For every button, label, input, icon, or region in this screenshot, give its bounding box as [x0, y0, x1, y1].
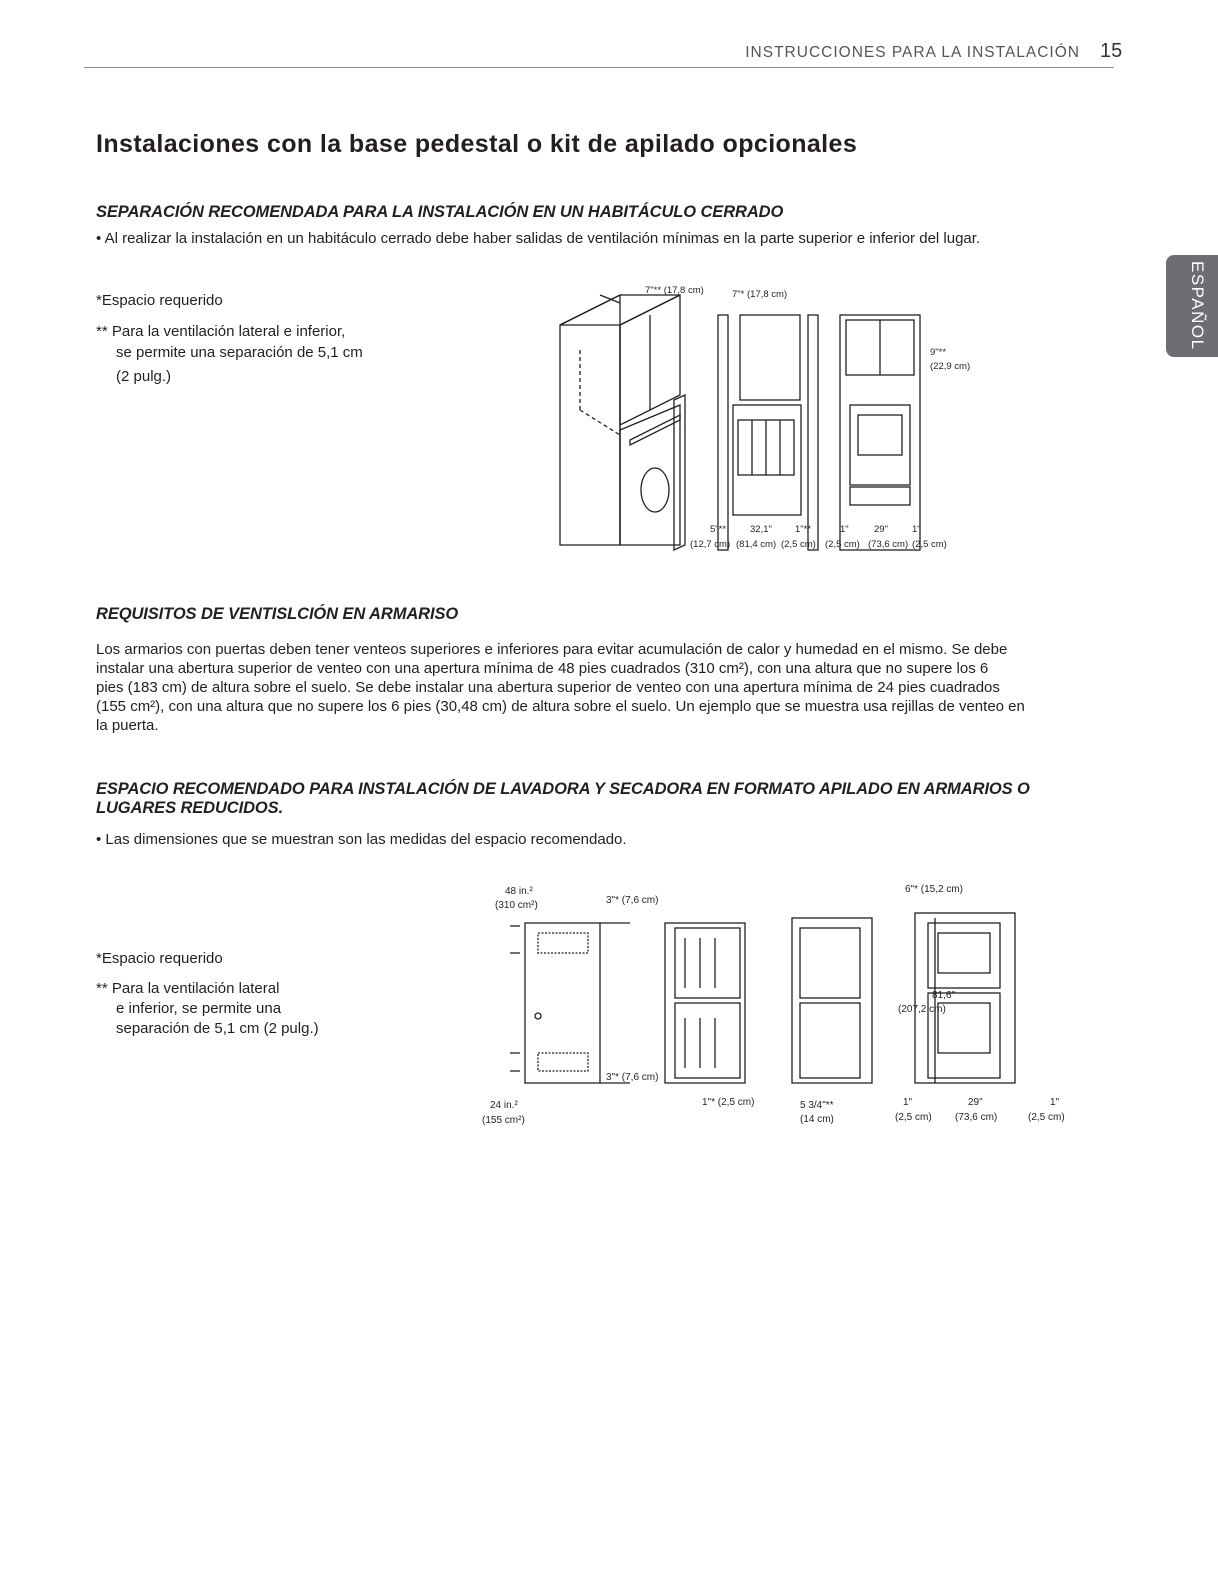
door-knob	[535, 1013, 541, 1019]
top-clearance-label: 6"* (15,2 cm)	[905, 884, 964, 895]
dim-in-2: 1"**	[795, 524, 812, 535]
bottom-gap-label: 3"* (7,6 cm)	[606, 1072, 659, 1083]
section3-heading-line1: ESPACIO RECOMENDADO PARA INSTALACIÓN DE LAVADORA Y SECADORA EN FORMATO APILADO EN ARMARIOS O	[96, 780, 1030, 798]
dim-in-3: 1"	[840, 524, 849, 535]
dim-in-1: 32,1"	[750, 524, 772, 535]
language-side-tab	[1166, 255, 1218, 357]
front-wall-left	[718, 315, 728, 550]
section1-heading: SEPARACIÓN RECOMENDADA PARA LA INSTALACIÓN EN UN HABITÁCULO CERRADO	[96, 203, 784, 221]
side-clearance-label-a: 9"**	[930, 347, 947, 358]
top-vent-area-b: (310 cm²)	[495, 900, 538, 911]
section3-heading-line2: LUGARES REDUCIDOS.	[96, 799, 284, 817]
section3-note-vent-line2: e inferior, se permite una	[116, 1000, 282, 1017]
header-section-title: INSTRUCCIONES PARA LA INSTALACIÓN	[745, 44, 1080, 61]
section1-note-required: *Espacio requerido	[96, 292, 223, 309]
section3-note-required: *Espacio requerido	[96, 950, 223, 967]
section1-note-vent-line2: se permite una separación de 5,1 cm	[116, 344, 363, 361]
front-wall-right	[808, 315, 818, 550]
section2-line-4: (155 cm²), con una altura que no supere los 6 pies (30,48 cm) de altura sobre el suelo. Un ejemplo que se muestra usa rejillas de venteo en	[96, 698, 1025, 715]
closet-side-panel	[560, 295, 620, 545]
section3-note-vent-line3: separación de 5,1 cm (2 pulg.)	[116, 1020, 319, 1037]
dim-in-0: 5"**	[710, 524, 727, 535]
section2-heading: REQUISITOS DE VENTISLCIÓN EN ARMARISO	[96, 605, 459, 623]
dim-cm-4: (73,6 cm)	[868, 539, 909, 550]
top-vent-area-a: 48 in.²	[505, 886, 533, 897]
depth-label-b: (14 cm)	[800, 1114, 834, 1125]
top-vent-grille	[538, 933, 588, 953]
width-left-b: (2,5 cm)	[895, 1112, 932, 1123]
top-clearance-label-b: 7"* (17,8 cm)	[732, 289, 788, 300]
page-number: 15	[1100, 40, 1123, 62]
bottom-vent-grille	[538, 1053, 588, 1071]
section1-bullet: • Al realizar la instalación en un habitáculo cerrado debe haber salidas de ventilación mínimas en la parte superior e inferior del lugar.	[96, 230, 981, 247]
height-label-a: 81,6"	[932, 990, 956, 1001]
section2-line-3: pies (183 cm) de altura sobre el suelo. Se debe instalar una abertura superior de venteo con una apertura mínima de 24 pies cuadrados	[96, 679, 1000, 696]
section2-line-1: Los armarios con puertas deben tener venteos superiores e inferiores para evitar acumulación de calor y humedad en el mismo. Se debe	[96, 641, 1008, 658]
front-dryer	[733, 405, 801, 515]
top-clearance-label-a: 7"** (17,8 cm)	[645, 285, 704, 296]
bottom-vent-area-b: (155 cm²)	[482, 1115, 525, 1126]
enclosed-clearance-diagram	[540, 275, 980, 560]
section2-line-2: instalar una abertura superior de venteo con una apertura mínima de 48 pies cuadrados (310 cm²), con una altura que no supere los 6	[96, 660, 989, 677]
front-cabinet	[740, 315, 800, 400]
section3-note-vent-line1: ** Para la ventilación lateral	[96, 980, 280, 997]
dim-cm-1: (81,4 cm)	[736, 539, 777, 550]
bottom-vent-area-a: 24 in.²	[490, 1100, 518, 1111]
width-right-a: 1"	[1050, 1097, 1060, 1108]
top-gap-label: 3"* (7,6 cm)	[606, 895, 659, 906]
dim-cm-2: (2,5 cm)	[781, 539, 816, 550]
dim-cm-5: (2,5 cm)	[912, 539, 947, 550]
front-dryer-2	[850, 405, 910, 485]
width-mid-b: (73,6 cm)	[955, 1112, 998, 1123]
side-clearance-label-b: (22,9 cm)	[930, 361, 971, 372]
dryer-3d	[620, 405, 680, 545]
width-left-a: 1"	[903, 1097, 913, 1108]
dim-in-4: 29"	[874, 524, 888, 535]
dim-cm-0: (12,7 cm)	[690, 539, 731, 550]
section3-bullet: • Las dimensiones que se muestran son las medidas del espacio recomendado.	[96, 831, 627, 848]
dim-in-5: 1"	[912, 524, 921, 535]
section2-line-5: la puerta.	[96, 717, 159, 734]
header-divider	[84, 67, 1114, 68]
height-label-b: (207,2 cm)	[898, 1004, 946, 1015]
dim-cm-3: (2,5 cm)	[825, 539, 860, 550]
closet-door	[525, 923, 600, 1083]
stacked-closet-clearance-diagram	[470, 878, 1090, 1133]
language-side-tab-label: ESPAÑOL	[1188, 261, 1207, 351]
width-right-b: (2,5 cm)	[1028, 1112, 1065, 1123]
section1-note-vent-line1: ** Para la ventilación lateral e inferior,	[96, 323, 346, 340]
page-title: Instalaciones con la base pedestal o kit de apilado opcionales	[96, 130, 858, 158]
side-gap-label: 1"* (2,5 cm)	[702, 1097, 755, 1108]
section1-note-vent-line3: (2 pulg.)	[116, 368, 172, 385]
depth-label-a: 5 3/4"**	[800, 1100, 834, 1111]
width-mid-a: 29"	[968, 1097, 983, 1108]
